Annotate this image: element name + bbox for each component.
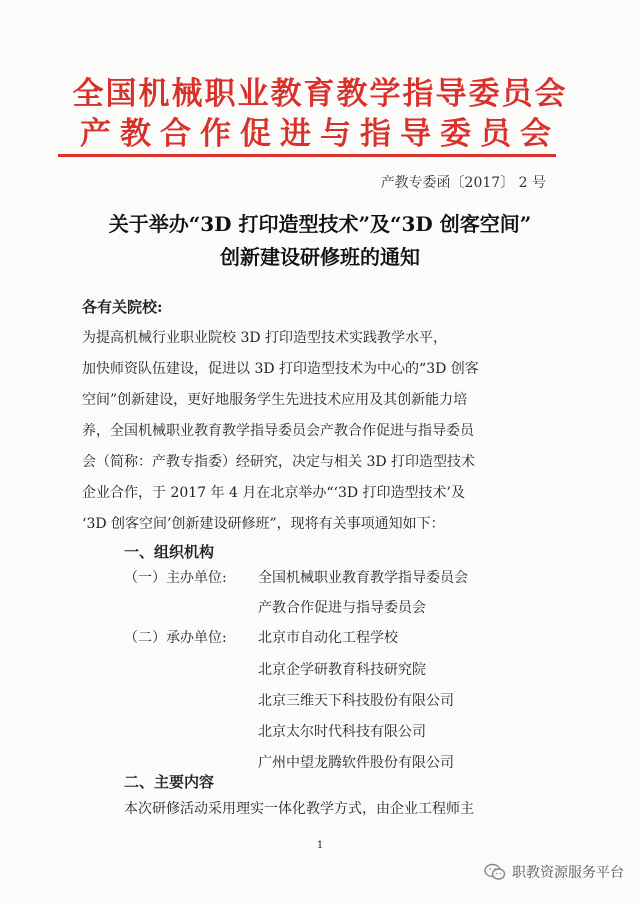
document-number: 产教专委函〔2017〕 2 号 <box>380 175 546 191</box>
paragraph-line: ‘3D 创客空间’创新建设研修班”，现将有关事项通知如下： <box>82 516 445 532</box>
paragraph-line: 会（简称：产教专指委）经研究，决定与相关 3D 打印造型技术 <box>82 454 476 470</box>
watermark <box>484 862 624 882</box>
document-title-line2: 创新建设研修班的通知 <box>220 245 420 269</box>
body-paragraph <box>82 323 562 540</box>
salutation: 各有关院校: <box>82 298 163 316</box>
host-unit: 产教合作促进与指导委员会 <box>258 600 426 616</box>
organizer-label: （二）承办单位: <box>124 630 227 646</box>
section-heading-organization: 一、组织机构 <box>124 543 215 561</box>
host-unit: 全国机械职业教育教学指导委员会 <box>258 570 468 586</box>
document-title-line1: 关于举办“3D 打印造型技术”及“3D 创客空间” <box>108 212 532 236</box>
paragraph-line: 养，全国机械职业教育教学指导委员会产教合作促进与指导委员 <box>82 423 474 439</box>
host-label: （一）主办单位: <box>124 570 227 586</box>
watermark-text: 职教资源服务平台 <box>512 865 624 881</box>
organizer-unit: 北京市自动化工程学校 <box>258 630 398 646</box>
organizer-unit: 广州中望龙腾软件股份有限公司 <box>258 755 454 771</box>
page-number: 1 <box>316 840 324 851</box>
organizer-unit: 北京太尔时代科技有限公司 <box>258 724 426 740</box>
organizer-unit: 北京三维天下科技股份有限公司 <box>258 693 454 709</box>
section-heading-content: 二、主要内容 <box>124 773 215 791</box>
header-committee-name: 全国机械职业教育教学指导委员会 <box>72 76 568 112</box>
paragraph-line: 空间”创新建设，更好地服务学生先进技术应用及其创新能力培 <box>82 392 468 408</box>
paragraph-line: 企业合作，于 2017 年 4 月在北京举办“‘3D 打印造型技术’及 <box>82 485 465 501</box>
paragraph-line: 为提高机械行业职业院校 3D 打印造型技术实践教学水平， <box>82 330 448 346</box>
paragraph-line: 加快师资队伍建设，促进以 3D 打印造型技术为中心的“3D 创客 <box>82 361 479 377</box>
header-divider <box>58 154 556 157</box>
header-subcommittee-name: 产教合作促进与指导委员会 <box>80 116 560 152</box>
wechat-icon <box>484 863 506 881</box>
content-line: 本次研修活动采用理实一体化教学方式，由企业工程师主 <box>124 801 474 817</box>
organizer-unit: 北京企学研教育科技研究院 <box>258 662 426 678</box>
